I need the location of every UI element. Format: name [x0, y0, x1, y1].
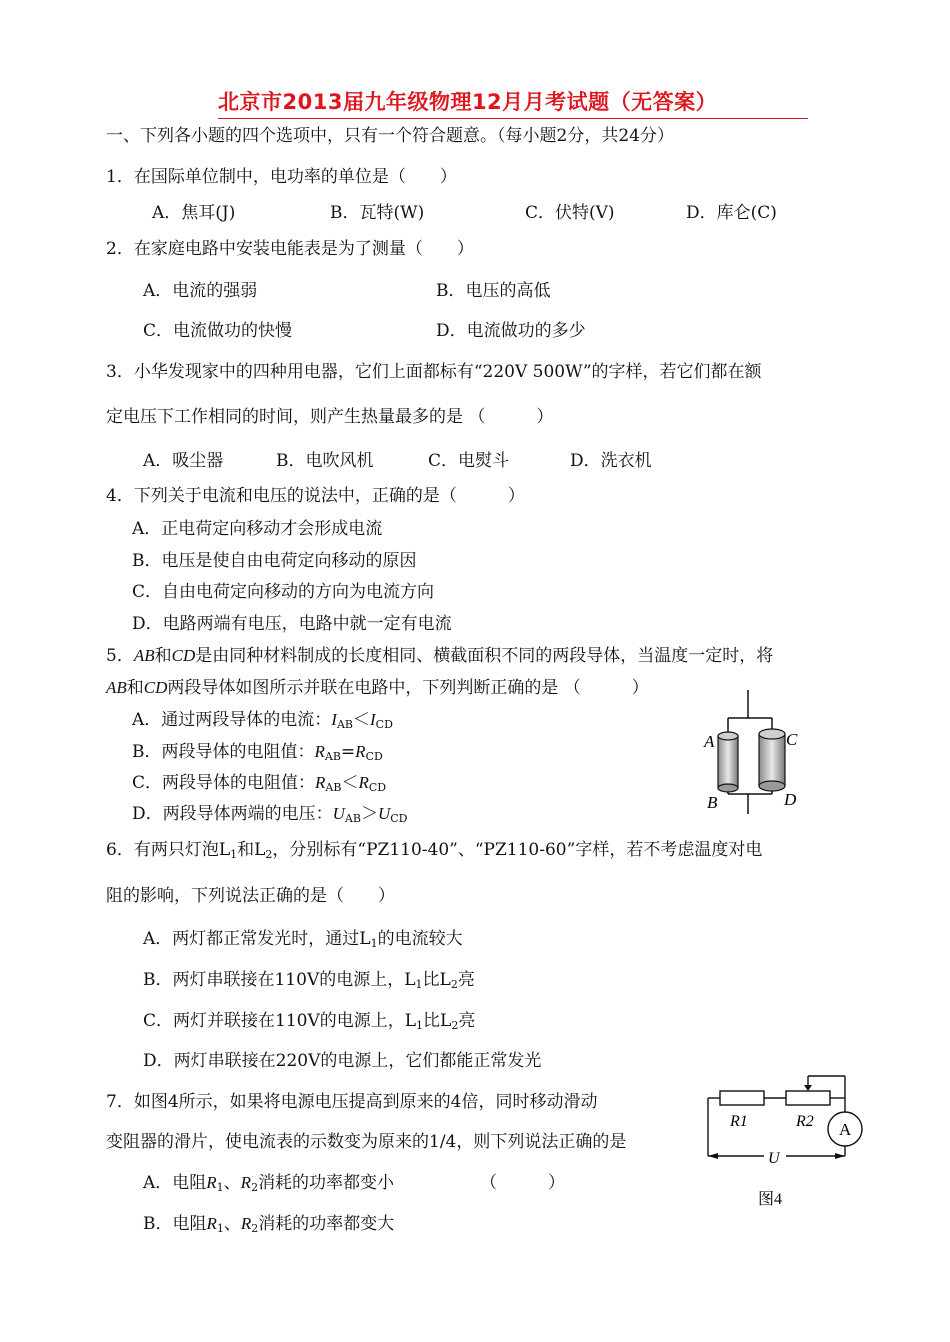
- q5-stem-line1: [106, 645, 773, 667]
- q5-option-b-text: B．两段导体的电阻值：: [132, 742, 315, 762]
- q6-option-a-text: A．两灯都正常发光时，通过L: [143, 929, 371, 949]
- q7-option-b-text: B．电阻: [143, 1214, 207, 1234]
- q6-option-a-text: 的电流较大: [377, 929, 463, 949]
- q5-option-c: [132, 772, 386, 799]
- q3-option-d: D．洗衣机: [570, 451, 652, 471]
- q5-var: R: [315, 773, 326, 792]
- q4-option-d: D．电路两端有电压，电路中就一定有电流: [132, 614, 452, 634]
- q7-option-a-text: A．电阻: [143, 1173, 207, 1193]
- label-c: C: [786, 730, 798, 749]
- q5-sub: AB: [336, 718, 353, 731]
- q5-op: ＞: [360, 804, 378, 824]
- label-d: D: [784, 790, 797, 809]
- q4-option-a: A．正电荷定向移动才会形成电流: [132, 519, 383, 539]
- q6-stem-line1: [106, 839, 762, 866]
- q6-sub: 2: [265, 848, 273, 861]
- q7-figure-4: [700, 1068, 870, 1218]
- q3-option-b: B．电吹风机: [276, 451, 374, 471]
- q5-sub: AB: [324, 750, 341, 763]
- q5-and: 和: [154, 646, 172, 666]
- q5-option-d-text: D．两段导体两端的电压：: [132, 804, 333, 824]
- q7-option-a: [143, 1172, 394, 1199]
- q6-stem-text: ，分别标有“PZ110-40”、“PZ110-60”字样，若不考虑温度对电: [272, 840, 763, 860]
- q5-option-a: [132, 709, 393, 736]
- q5-stem-line2: [106, 677, 649, 699]
- q7-var: R: [240, 1214, 252, 1233]
- q4-option-c: C．自由电荷定向移动的方向为电流方向: [132, 582, 435, 602]
- q3-stem-line1: 3．小华发现家中的四种用电器，它们上面都标有“220V 500W”的字样，若它们都在额: [106, 362, 762, 382]
- conductor-ab: [718, 736, 738, 788]
- q6-sub: 2: [451, 1019, 459, 1032]
- q6-option-a: [143, 928, 463, 955]
- q7-var: R: [240, 1173, 252, 1192]
- q5-sub: CD: [390, 812, 408, 825]
- slider-arrow: [804, 1085, 812, 1091]
- label-u: U: [768, 1150, 780, 1167]
- q7-option-a-text: 消耗的功率都变小: [258, 1173, 395, 1193]
- q5-var: I: [369, 710, 376, 729]
- q2-option-b: B．电压的高低: [436, 281, 551, 301]
- conductor-cd-bottom: [759, 781, 785, 791]
- q5-and: 和: [126, 678, 144, 698]
- q7-var: R: [206, 1214, 217, 1233]
- q5-cd: CD: [171, 646, 196, 665]
- q1-option-b: B．瓦特(W): [330, 203, 425, 223]
- q5-sub: AB: [325, 781, 342, 794]
- q3-option-c: C．电熨斗: [428, 451, 510, 471]
- resistor-r1: [720, 1091, 764, 1105]
- q7-sub: 1: [216, 1222, 224, 1235]
- q5-sub: CD: [375, 718, 393, 731]
- q6-option-d: D．两灯串联接在220V的电源上，它们都能正常发光: [143, 1051, 542, 1071]
- q4-stem: 4．下列关于电流和电压的说法中，正确的是（ ）: [106, 486, 525, 506]
- q6-option-b-text: 比L: [422, 970, 451, 990]
- q5-op: ＜: [341, 773, 359, 793]
- q7-var: R: [206, 1173, 217, 1192]
- figure-caption: 图4: [758, 1191, 783, 1208]
- label-r1: R1: [730, 1113, 748, 1130]
- q3-option-a: A．吸尘器: [143, 451, 224, 471]
- q6-sub: 2: [450, 978, 458, 991]
- q1-stem: 1．在国际单位制中，电功率的单位是（ ）: [106, 167, 457, 187]
- q6-option-c-text: 比L: [423, 1011, 452, 1031]
- q3-stem-line2: 定电压下工作相同的时间，则产生热量最多的是 （ ）: [106, 407, 554, 427]
- rheostat-r2: [786, 1091, 830, 1105]
- q7-stem-line2: 变阻器的滑片，使电流表的示数变为原来的1/4，则下列说法正确的是: [106, 1132, 627, 1152]
- q5-stem1-text: 是由同种材料制成的长度相同、横截面积不同的两段导体，当温度一定时，将: [195, 646, 774, 666]
- q5-stem2-text: 两段导体如图所示并联在电路中，下列判断正确的是 （ ）: [167, 678, 649, 698]
- q7-option-b: [143, 1213, 394, 1240]
- conductor-ab-top: [718, 732, 738, 740]
- q1-option-d: D．库仑(C): [686, 203, 777, 223]
- q5-num: 5．: [106, 646, 134, 666]
- conductor-cd: [759, 734, 785, 786]
- page-title: 北京市2013届九年级物理12月月考试题（无答案）: [218, 86, 808, 119]
- q6-option-c-text: 亮: [458, 1011, 476, 1031]
- voltage-arrow-right: [835, 1153, 845, 1159]
- q6-stem-line2: 阻的影响，下列说法正确的是（ ）: [106, 886, 395, 906]
- section-heading: 一、下列各小题的四个选项中，只有一个符合题意。（每小题2分，共24分）: [106, 126, 674, 146]
- q2-option-c: C．电流做功的快慢: [143, 321, 293, 341]
- q7-answer-paren: （ ）: [480, 1173, 565, 1193]
- q6-option-c: [143, 1010, 475, 1037]
- q7-sub: 1: [216, 1181, 224, 1194]
- q6-sub: 1: [416, 1019, 424, 1032]
- q2-option-d: D．电流做功的多少: [436, 321, 586, 341]
- q6-option-b-text: B．两灯串联接在110V的电源上，L: [143, 970, 416, 990]
- q7-sep: 、: [223, 1173, 241, 1193]
- q5-var: U: [332, 804, 345, 823]
- ammeter-label: A: [839, 1120, 852, 1139]
- q6-sub: 1: [370, 937, 378, 950]
- q5-var: U: [377, 804, 391, 823]
- q6-sub: 1: [415, 978, 423, 991]
- q5-ab: AB: [106, 678, 127, 697]
- q5-op: ＜: [352, 710, 370, 730]
- q2-option-a: A．电流的强弱: [143, 281, 258, 301]
- label-r2: R2: [796, 1113, 814, 1130]
- q7-sep: 、: [223, 1214, 241, 1234]
- q1-option-c: C．伏特(V): [525, 203, 615, 223]
- q7-sub: 2: [251, 1222, 259, 1235]
- conductor-cd-top: [759, 729, 785, 739]
- q5-option-b: [132, 741, 383, 768]
- q5-cd: CD: [143, 678, 168, 697]
- q5-var: R: [358, 773, 369, 792]
- q4-option-b: B．电压是使自由电荷定向移动的原因: [132, 551, 417, 571]
- q5-sub: CD: [368, 781, 387, 794]
- q5-sub: AB: [344, 812, 361, 825]
- q5-ab: AB: [133, 646, 155, 665]
- q6-option-b-text: 亮: [457, 970, 475, 990]
- q6-stem-text: 6．有两只灯泡L: [106, 840, 231, 860]
- q5-op: =: [340, 742, 356, 762]
- q7-sub: 2: [251, 1181, 259, 1194]
- q7-stem-line1: 7．如图4所示，如果将电源电压提高到原来的4倍，同时移动滑动: [106, 1092, 598, 1112]
- label-b: B: [707, 793, 718, 812]
- q6-option-b: [143, 969, 475, 996]
- q5-var: R: [314, 742, 325, 761]
- q5-sub: CD: [365, 750, 383, 763]
- q7-option-b-text: 消耗的功率都变大: [258, 1214, 395, 1234]
- q5-figure: [700, 690, 810, 815]
- q2-stem: 2．在家庭电路中安装电能表是为了测量（ ）: [106, 239, 474, 259]
- q5-option-d: [132, 803, 407, 830]
- q5-option-c-text: C．两段导体的电阻值：: [132, 773, 316, 793]
- q6-option-c-text: C．两灯并联接在110V的电源上，L: [143, 1011, 417, 1031]
- q5-option-a-text: A．通过两段导体的电流：: [132, 710, 332, 730]
- q5-var: I: [331, 710, 337, 729]
- q6-sub: 1: [230, 848, 238, 861]
- q6-stem-text: 和L: [237, 840, 266, 860]
- q5-var: R: [355, 742, 366, 761]
- label-a: A: [704, 732, 715, 751]
- q1-option-a: A．焦耳(J): [152, 203, 236, 223]
- conductor-ab-bottom: [718, 784, 738, 792]
- voltage-arrow-left: [708, 1153, 718, 1159]
